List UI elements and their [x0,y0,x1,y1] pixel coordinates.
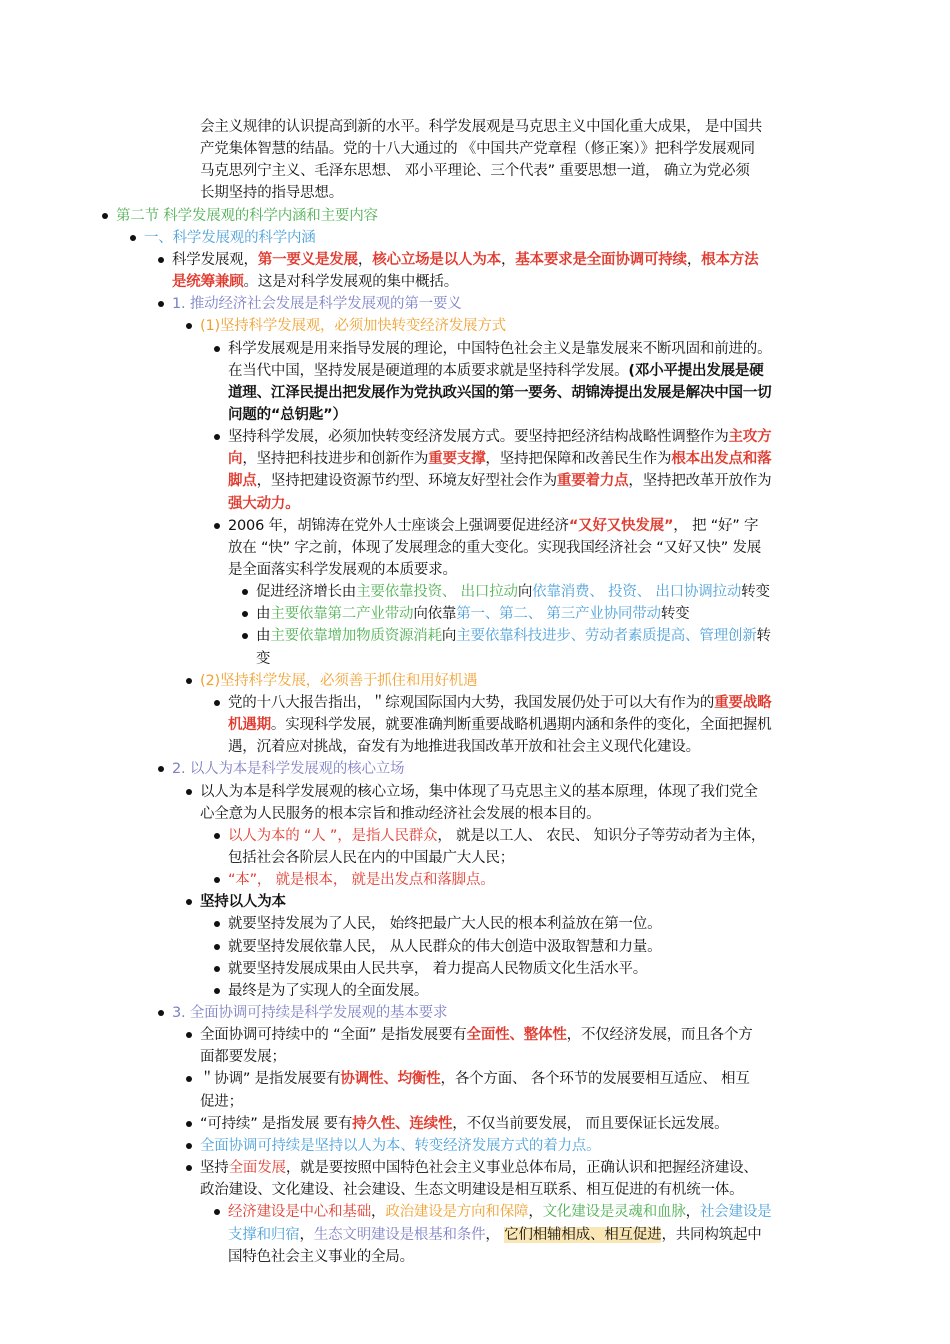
bullet-dot [242,611,248,617]
outline-line [228,913,661,935]
outline-line [200,182,343,204]
outline-line [228,448,771,470]
bullet-dot [186,1076,192,1082]
bullet-dot [214,523,220,529]
text-run: 文化建设是灵魂和血脉 [542,1204,686,1220]
bullet-dot [214,988,220,994]
text-run: 主要依靠增加物质资源消耗 [270,628,442,644]
text-run: 支撑和归宿 [228,1227,300,1243]
bullet-dot [186,1032,192,1038]
bullet-dot [158,766,164,772]
text-run: 促进经济增长由 [256,584,357,600]
outline-line [228,847,514,869]
bullet-dot [186,789,192,795]
text-run: ， 就是以工人、 农民、 知识分子等劳动者为主体， [437,828,766,844]
text-run: 全面发展 [228,1160,286,1176]
outline-line [200,1068,750,1090]
text-run: ， [371,1204,386,1220]
text-run: 长期坚持的指导思想。 [200,185,343,201]
outline-line [228,692,771,714]
bullet-dot [242,633,248,639]
text-run: ，共同构筑起中 [661,1227,762,1243]
text-run: ， 把 “好” 字 [673,518,759,534]
outline-line [200,1135,600,1157]
text-run: ， [686,252,702,268]
outline-line [172,271,458,293]
text-run: 会主义规律的认识提高到新的水平。科学发展观是马克思主义中国化重大成果， 是中国共 [200,119,763,135]
text-run: ，坚持把建设资源节约型、环境友好型社会作为 [256,473,557,489]
outline-line [200,891,286,913]
text-run: 政治建设、文化建设、社会建设、生态文明建设是相互联系、相互促进的有机统一体。 [200,1182,744,1198]
bullet-dot [214,833,220,839]
outline-line [228,559,457,581]
text-run: (邓小平提出发展是硬 [628,363,764,379]
text-run: 基本要求是全面协调可持续 [515,252,687,268]
text-run: 国特色社会主义事业的全局。 [228,1249,414,1265]
outline-line [228,869,495,891]
text-run: 马克思列宁主义、毛泽东思想、 邓小平理论、三个代表” 重要思想一道， 确立为党必须 [200,163,750,179]
outline-line [200,1179,743,1201]
text-run: 。这是对科学发展观的集中概括。 [243,274,458,290]
text-run: 产党集体智慧的结晶。党的十八大通过的 《中国共产党章程（修正案）》把科学发展观同 [200,141,755,157]
bullet-dot [242,589,248,595]
text-run: “本”， 就是根本， 就是出发点和落脚点。 [228,872,495,888]
text-run: 在当代中国，坚持发展是硬道理的本质要求就是坚持科学发展。 [228,363,629,379]
bullet-dot [214,1209,220,1215]
bullet-dot [186,1165,192,1171]
text-run: 持久性、连续性 [352,1116,453,1132]
bullet-dot [214,966,220,972]
outline-line [228,537,761,559]
bullet-dot [186,678,192,684]
outline-line [228,382,771,404]
text-run: 就要坚持发展为了人民， 始终把最广大人民的根本利益放在第一位。 [228,916,662,932]
text-run: ， [299,1227,314,1243]
text-run: 社会建设是 [699,1204,772,1220]
text-run: 1. 推动经济社会发展是科学发展观的第一要义 [172,296,462,312]
outline-line [200,670,477,692]
outline-line [172,249,758,271]
text-run: 经济建设是中心和基础 [228,1204,371,1220]
text-run: 主攻方 [728,429,772,445]
bullet-dot [214,877,220,883]
text-run: 促进； [200,1094,243,1110]
text-run: 向 [228,451,243,467]
outline-line [228,1224,762,1246]
outline-line [256,603,689,625]
text-run: 2. 以人为本是科学发展观的核心立场 [172,761,405,777]
text-run: “又好又快发展” [568,518,674,534]
text-run: 第二节 科学发展观的科学内涵和主要内容 [116,208,378,224]
text-run: 由 [256,606,271,622]
outline-line [228,736,700,758]
text-run: 面都要发展； [200,1049,286,1065]
text-run: 就要坚持发展成果由人民共享， 着力提高人民物质文化生活水平。 [228,961,648,977]
text-run: ，就是要按照中国特色社会主义事业总体布局，正确认识和把握经济建设、 [285,1160,758,1176]
text-run: 转变 [660,606,690,622]
outline-line [228,360,764,382]
text-run: 重要着力点 [556,473,629,489]
bullet-dot [186,899,192,905]
outline-line [228,980,428,1002]
text-run: ，坚持把科技进步和创新作为 [242,451,429,467]
outline-line [116,205,378,227]
text-run: 重要战略 [714,695,772,711]
text-run: ， [528,1204,543,1220]
text-run: 由 [256,628,271,644]
text-run: ， [357,252,373,268]
text-run: ，坚持把改革开放作为 [628,473,772,489]
text-run: 主要依靠第二产业带动 [270,606,414,622]
text-run: ，不仅当前要发展， 而且要保证长远发展。 [452,1116,729,1132]
outline-line [228,426,771,448]
outline-line [200,160,750,182]
bullet-dot [186,1121,192,1127]
outline-line [172,1002,447,1024]
outline-line [200,1024,753,1046]
outline-line [228,1201,771,1223]
text-run: 向依靠 [413,606,457,622]
bullet-dot [214,921,220,927]
text-run: 强大动力。 [228,496,300,512]
text-run: 包括社会各阶层人民在内的中国最广大人民； [228,850,514,866]
outline-line [172,293,462,315]
outline-line [200,116,762,138]
text-run: 以人为本是科学发展观的核心立场，集中体现了马克思主义的基本原理，体现了我们党全 [200,784,758,800]
outline-line [228,714,771,736]
text-run: 重要支撑 [428,451,486,467]
outline-line [228,338,771,360]
text-run: 一、科学发展观的科学内涵 [144,230,316,246]
outline-line [200,1046,286,1068]
text-run: 心全意为人民服务的根本宗旨和推动经济社会发展的根本目的。 [200,806,601,822]
text-run: 生态文明建设是根基和条件 [313,1227,486,1243]
text-run: 坚持以人为本 [200,894,286,910]
text-run: 第一要义是发展 [257,252,358,268]
text-run: 依靠消费、 投资、 出口协调拉动 [532,584,742,600]
text-run: 是全面落实科学发展观的本质要求。 [228,562,457,578]
text-run: 坚持科学发展，必须加快转变经济发展方式。要坚持把经济结构战略性调整作为 [228,429,729,445]
outline-line [200,1113,728,1135]
text-run: 是统筹兼顾 [172,274,244,290]
bullet-dot [186,1143,192,1149]
outline-line [172,758,404,780]
outline-line [228,404,347,426]
text-run: 核心立场是以人为本 [372,252,501,268]
text-run: 向 [517,584,533,600]
bullet-dot [102,213,108,219]
text-run: 转变 [741,584,770,600]
text-run: 变 [256,651,271,667]
text-run: 2006 年，胡锦涛在党外人士座谈会上强调要促进经济 [228,518,569,534]
text-run: (2)坚持科学发展，必须善于抓住和用好机遇 [200,673,478,689]
outline-line [228,515,758,537]
bullet-dot [158,1010,164,1016]
outline-line [228,1246,414,1268]
text-run: 道理、江泽民提出把发展作为党执政兴国的第一要务、胡锦涛提出发展是解决中国一切 [228,385,772,401]
text-run: 最终是为了实现人的全面发展。 [228,983,429,999]
outline-line [256,581,770,603]
outline-line [200,781,758,803]
outline-line [228,493,300,515]
text-run: 向 [441,628,457,644]
text-run: 根本方法 [701,252,759,268]
text-run: 就要坚持发展依靠人民， 从人民群众的伟大创造中汲取智慧和力量。 [228,939,662,955]
outline-line [256,648,270,670]
bullet-dot [214,346,220,352]
bullet-dot [214,700,220,706]
text-run: 全面协调可持续中的 “全面” 是指发展要有 [200,1027,467,1043]
text-run: 它们相辅相成、相互促进 [504,1227,662,1243]
text-run: ，坚持把保障和改善民生作为 [485,451,672,467]
text-run: 放在 “快” 字之前，体现了发展理念的重大变化。实现我国经济社会 “又好又快” 发展 [228,540,762,556]
text-run: 遇，沉着应对挑战，奋发有为地推进我国改革开放和社会主义现代化建设。 [228,739,700,755]
bullet-dot [186,323,192,329]
text-run: 以人为本的 “人 ”，是指人民群众 [228,828,438,844]
text-run: 根本出发点和落 [671,451,772,467]
bullet-dot [214,944,220,950]
text-run: ＂协调” 是指发展要有 [200,1071,341,1087]
text-run: 第一、第二、 第三产业协同带动 [456,606,661,622]
outline-line [256,625,771,647]
bullet-dot [130,235,136,241]
text-run: 问题的“总钥匙”） [228,407,347,423]
text-run: 主要依靠科技进步、劳动者素质提高、管理创新 [456,628,757,644]
text-run: 科学发展观， [172,252,258,268]
outline-line [144,227,316,249]
text-run: 全面协调可持续是坚持以人为本、转变经济发展方式的着力点。 [200,1138,601,1154]
text-run: 党的十八大报告指出，＂综观国际国内大势，我国发展仍处于可以大有作为的 [228,695,715,711]
text-run: 协调性、均衡性 [340,1071,441,1087]
text-run: 坚持 [200,1160,229,1176]
text-run: 科学发展观是用来指导发展的理论，中国特色社会主义是靠发展来不断巩固和前进的。 [228,341,772,357]
text-run: ， [500,252,516,268]
outline-line [200,138,755,160]
outline-line [228,470,771,492]
outline-line [200,1157,758,1179]
text-run: 脚点 [228,473,257,489]
bullet-dot [158,301,164,307]
text-run: ， [485,1227,505,1243]
text-run: 。实现科学发展，就要准确判断重要战略机遇期内涵和条件的变化，全面把握机 [270,717,772,733]
text-run: ，各个方面、 各个环节的发展要相互适应、 相互 [440,1071,750,1087]
outline-line [228,825,765,847]
outline-line [200,1091,243,1113]
text-run: 政治建设是方向和保障 [385,1204,529,1220]
text-run: 转 [756,628,771,644]
bullet-dot [158,257,164,263]
text-run: 全面性、整体性 [466,1027,567,1043]
outline-line [228,936,661,958]
outline-line [200,315,506,337]
text-run: (1)坚持科学发展观，必须加快转变经济发展方式 [200,318,506,334]
text-run: 3. 全面协调可持续是科学发展观的基本要求 [172,1005,448,1021]
text-run: “可持续” 是指发展 要有 [200,1116,353,1132]
outline-line [200,803,600,825]
bullet-dot [214,434,220,440]
text-run: 主要依靠投资、 出口拉动 [356,584,518,600]
text-run: ，不仅经济发展，而且各个方 [566,1027,753,1043]
text-run: ， [685,1204,700,1220]
text-run: 机遇期 [228,717,271,733]
outline-line [228,958,647,980]
